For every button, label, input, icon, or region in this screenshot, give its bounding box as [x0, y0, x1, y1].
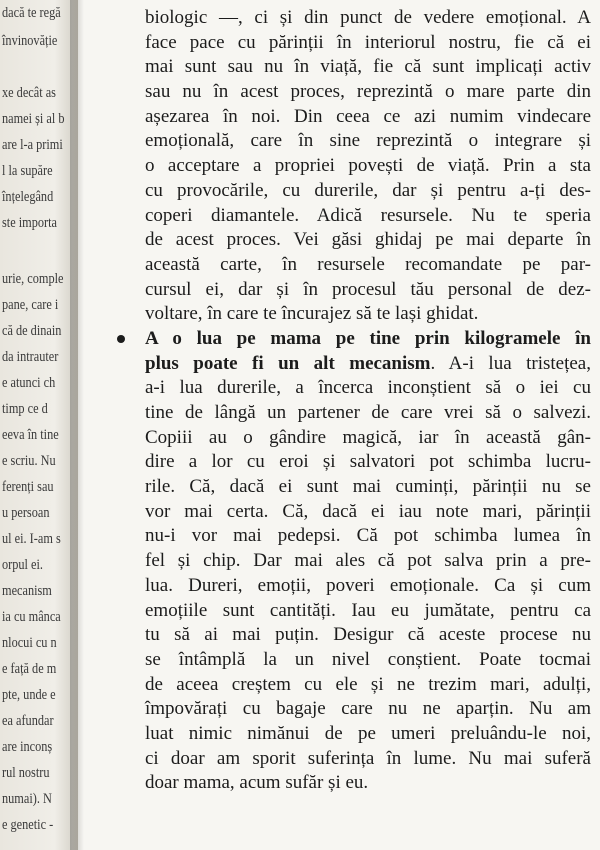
left-page-fragment: are l-a primi: [2, 137, 63, 153]
left-page-fragment: ea afundar: [2, 713, 54, 729]
text-line: rile. Că, dacă ei sunt mai cuminți, părinții nu se: [145, 476, 591, 498]
left-page-fragment: e scriu. Nu: [2, 453, 56, 469]
text-line: Copiii au o gândire magică, iar în această gân-: [145, 426, 591, 448]
left-page-fragment: ste importa: [2, 215, 58, 231]
text-line: de acest proces. Vei găsi ghidaj pe mai departe în: [145, 229, 591, 251]
book-gutter-shadow: [70, 0, 84, 850]
text-line: coperi diamantele. Adică resursele. Nu te speria: [145, 204, 591, 226]
left-page-fragment: nlocui cu n: [2, 635, 57, 651]
left-page-fragment: u persoan: [2, 505, 50, 521]
paragraph-continued: [145, 6, 600, 327]
bullet-line: [145, 327, 591, 352]
left-page-fragment: pte, unde e: [2, 687, 56, 703]
left-page-fragment: mecanism: [2, 583, 52, 599]
left-page-fragment: pane, care i: [2, 297, 59, 313]
bullet-item: [145, 327, 600, 796]
left-page-fragment: e genetic -: [2, 817, 54, 833]
text-line: tu să ai mai puțin. Desigur că aceste procese nu: [145, 624, 591, 646]
left-page-fragment: ferenți sau: [2, 479, 54, 495]
text-line: această carte, în resursele recomandate pe par-: [145, 253, 591, 275]
text-line: biologic —, ci și din punct de vedere emoțional. A: [145, 7, 591, 28]
text-line: emoțiile sunt cantități. Iau eu jumătate, pentru ca: [145, 599, 591, 621]
bullet-text: . A-i lua tristețea,: [430, 352, 591, 374]
text-line: emoțională, care în sine reprezintă o integrare și: [145, 130, 591, 152]
bullet-dot-icon: [117, 335, 125, 343]
left-page-fragment: că de dinain: [2, 323, 62, 339]
left-page-fragment: înțelegând: [2, 189, 54, 205]
text-line: doar mama, acum sufăr și eu.: [145, 772, 369, 794]
text-line: se întâmplă la un nivel conștient. Poate tocmai: [145, 648, 591, 670]
text-line: a-i lua durerile, a încerca inconștient să o iei cu: [145, 377, 591, 399]
text-line: ci doar am sporit suferința în lume. Nu mai suferă: [145, 747, 591, 769]
left-page-fragment: eeva în tine: [2, 427, 59, 443]
text-line: împovărați cu bagaje care nu ne aparțin. Nu am: [145, 698, 591, 720]
left-page-fragment: ia cu mânca: [2, 609, 61, 625]
text-line: nu-i vor mai pedepsi. Că pot schimba lumea în: [145, 525, 591, 547]
text-line: luat nimic nimănui de pe umeri preluându-le noi,: [145, 722, 591, 744]
left-page-fragment: ul ei. I-am s: [2, 531, 61, 547]
left-page-fragment: rul nostru: [2, 765, 50, 781]
left-page-fragment: orpul ei.: [2, 557, 43, 573]
left-page-edge: [0, 0, 78, 850]
text-line: tine de lângă un partener de care vrei să o salvezi.: [145, 402, 591, 423]
text-line: voltare, în care te încurajez să te lași ghidat.: [145, 303, 479, 325]
text-line: cursul ei, dar și în procesul tău personal de dez-: [145, 278, 591, 300]
left-page-fragment: e atunci ch: [2, 375, 56, 391]
left-page-fragment: urie, comple: [2, 271, 64, 287]
left-page-fragment: învinovăție: [2, 33, 58, 49]
left-page-fragment: e față de m: [2, 661, 57, 677]
text-line: mai sunt sau nu în viață, fie că sunt implicați activ: [145, 56, 591, 78]
left-page-fragment: xe decât as: [2, 85, 56, 101]
left-page-fragment: timp ce d: [2, 401, 48, 417]
bullet-bold-text: plus poate fi un alt mecanism: [145, 352, 431, 374]
bullet-bold-text: A o lua pe mama pe tine prin kilogramele în: [145, 327, 591, 349]
text-line: fel și chip. Dar mai ales că pot salva prin a pre-: [145, 550, 591, 572]
left-page-fragment: l la supăre: [2, 163, 53, 179]
left-page-fragment: dacă te regă: [2, 5, 61, 21]
text-line: face pace cu părinții în interiorul nostru, fie că ei: [145, 31, 591, 53]
text-line: lua. Dureri, emoții, poveri emoționale. Ca și cum: [145, 574, 591, 596]
main-text-column: [145, 6, 600, 796]
left-page-fragment: are inconș: [2, 739, 53, 755]
left-page-fragment: namei și al b: [2, 111, 65, 127]
text-line: de aceea creștem cu ele și ne trezim mari, adulți,: [145, 673, 591, 695]
text-line: vor mai certa. Că, dacă ei iau note mari, părinții: [145, 500, 591, 522]
text-line: așezarea în noi. Din ceea ce azi numim vindecare: [145, 105, 591, 127]
bullet-line: [145, 352, 591, 377]
text-line: dire a lor cu eroi și salvatori pot schimba lucru-: [145, 451, 591, 473]
text-line: o acceptare a propriei povești de viață. Prin a sta: [145, 155, 591, 177]
text-line: sau nu în acest proces, reprezintă o mare parte din: [145, 81, 591, 103]
left-page-fragment: da intrauter: [2, 349, 59, 365]
text-line: cu provocările, cu durerile, dar și pentru a-ți des-: [145, 179, 591, 201]
left-page-fragment: numai). N: [2, 791, 52, 807]
